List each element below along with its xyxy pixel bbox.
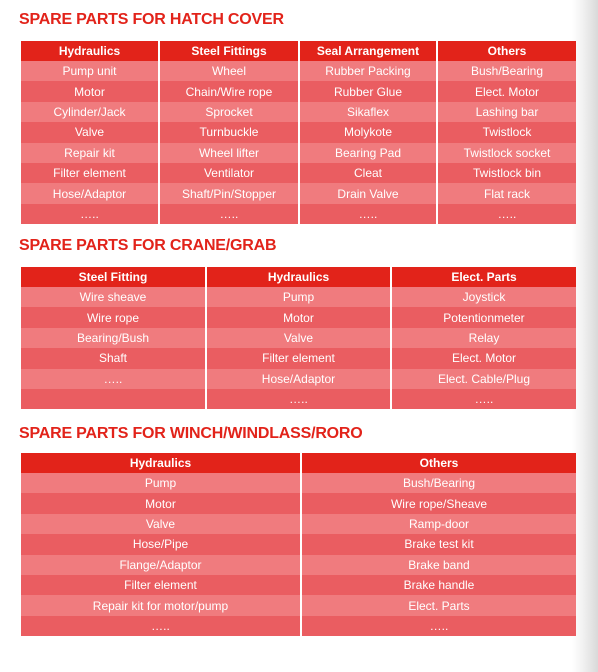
table-cell: Wheel [159,61,299,81]
table-cell: Pump unit [21,61,159,81]
table-cell: Filter element [206,348,391,368]
column-header: Hydraulics [21,41,159,61]
table-cell: Molykote [299,122,437,142]
table-row [21,473,576,493]
table-cell: Motor [21,81,159,101]
table-cell: Pump [206,287,391,307]
column-header: Hydraulics [206,267,391,287]
table-cell: Potentionmeter [391,307,576,327]
table-row [21,81,576,101]
table-row [21,555,576,575]
table-row [21,61,576,81]
table-cell: Rubber Packing [299,61,437,81]
table-row [21,493,576,513]
table-cell: Motor [206,307,391,327]
section-title-crane-grab: SPARE PARTS FOR CRANE/GRAB [19,237,277,254]
table-cell: Bearing/Bush [21,328,206,348]
table-cell: Wheel lifter [159,143,299,163]
table-row [21,163,576,183]
table-row [21,328,576,348]
table-row [21,102,576,122]
table-cell: Shaft [21,348,206,368]
section-title-winch-windlass-roro: SPARE PARTS FOR WINCH/WINDLASS/RORO [19,425,363,442]
table-cell: Valve [206,328,391,348]
table-row [21,143,576,163]
table-header-row [21,41,576,61]
table-row [21,369,576,389]
table-cell: ….. [437,204,576,224]
table-cell: Lashing bar [437,102,576,122]
column-header: Elect. Parts [391,267,576,287]
table-cell: Bush/Bearing [437,61,576,81]
table-cell: Twistlock [437,122,576,142]
table-row [21,287,576,307]
table-cell: Twistlock bin [437,163,576,183]
table-cell: Bearing Pad [299,143,437,163]
table-winch-windlass-roro [21,453,576,636]
column-header: Steel Fitting [21,267,206,287]
table-row [21,348,576,368]
table-cell: Brake handle [301,575,576,595]
table-cell: Wire rope [21,307,206,327]
column-header: Seal Arrangement [299,41,437,61]
table-row [21,307,576,327]
table-cell: Brake band [301,555,576,575]
table-row [21,534,576,554]
table-cell: Flange/Adaptor [21,555,301,575]
table-cell: Bush/Bearing [301,473,576,493]
table-cell: Shaft/Pin/Stopper [159,183,299,203]
table-row [21,183,576,203]
table-cell: Filter element [21,575,301,595]
column-header: Hydraulics [21,453,301,473]
table-cell: Flat rack [437,183,576,203]
table-cell: Wire sheave [21,287,206,307]
table-cell: Motor [21,493,301,513]
table-cell: Rubber Glue [299,81,437,101]
table-cell: Brake test kit [301,534,576,554]
table-cell: Elect. Parts [301,595,576,615]
table-hatch-cover [21,41,576,224]
table-cell: Turnbuckle [159,122,299,142]
table-row [21,575,576,595]
table-cell: Chain/Wire rope [159,81,299,101]
table-cell: Hose/Adaptor [21,183,159,203]
table-cell: Sprocket [159,102,299,122]
column-header: Others [437,41,576,61]
table-cell: Elect. Motor [391,348,576,368]
table-cell: Relay [391,328,576,348]
table-cell: Ventilator [159,163,299,183]
table-cell: Ramp-door [301,514,576,534]
table-cell: ….. [391,389,576,409]
table-cell: ….. [21,616,301,636]
table-row [21,389,576,409]
table-cell: Twistlock socket [437,143,576,163]
table-header-row [21,267,576,287]
table-cell: Drain Valve [299,183,437,203]
table-cell: Joystick [391,287,576,307]
section-title-hatch-cover: SPARE PARTS FOR HATCH COVER [19,11,284,28]
column-header: Others [301,453,576,473]
table-cell: ….. [21,204,159,224]
table-cell: Valve [21,122,159,142]
table-row [21,616,576,636]
table-cell: Repair kit for motor/pump [21,595,301,615]
table-header-row [21,453,576,473]
table-cell [21,389,206,409]
table-cell: Valve [21,514,301,534]
table-cell: Repair kit [21,143,159,163]
table-cell: ….. [206,389,391,409]
table-cell: ….. [159,204,299,224]
table-cell: Elect. Cable/Plug [391,369,576,389]
table-row [21,514,576,534]
table-row [21,595,576,615]
table-cell: ….. [301,616,576,636]
table-cell: Hose/Pipe [21,534,301,554]
column-header: Steel Fittings [159,41,299,61]
table-cell: Hose/Adaptor [206,369,391,389]
table-cell: Sikaflex [299,102,437,122]
table-cell: ….. [299,204,437,224]
table-cell: Wire rope/Sheave [301,493,576,513]
table-cell: ….. [21,369,206,389]
table-crane-grab [21,267,576,409]
table-row [21,122,576,142]
table-cell: Elect. Motor [437,81,576,101]
table-cell: Filter element [21,163,159,183]
table-cell: Pump [21,473,301,493]
table-cell: Cleat [299,163,437,183]
table-cell: Cylinder/Jack [21,102,159,122]
table-row [21,204,576,224]
